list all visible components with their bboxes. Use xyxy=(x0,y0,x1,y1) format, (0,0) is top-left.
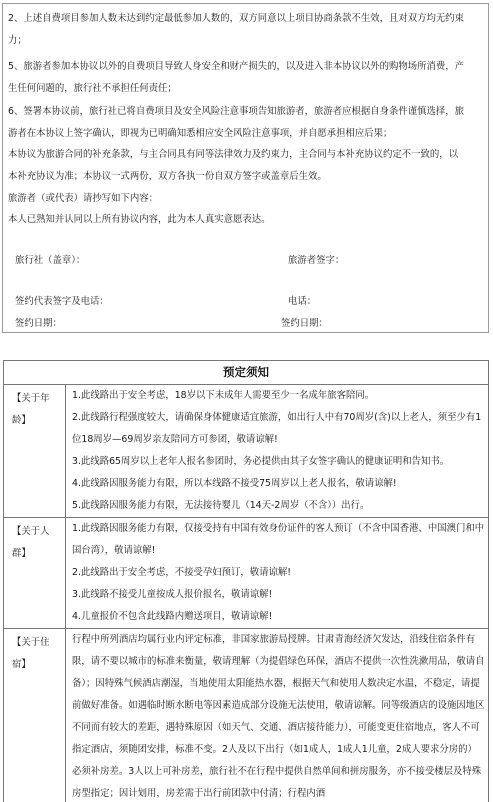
section-category: 【关于住宿】 xyxy=(4,629,66,802)
notice-item: 2.此线路行程强度较大，请确保身体健康适宜旅游，如出行人中有70周岁(含)以上老人，须至少有1位18周岁—69周岁亲友陪同方可参团，敬请谅解! xyxy=(72,412,482,445)
clause-line: 旅游者（或代表）请抄写如下内容： xyxy=(8,193,159,204)
sign-date-left: 签约日期： xyxy=(15,318,62,329)
clause-line: 本补充协议为准；本协议一式两份，双方各执一份自双方签字或盖章后生效。 xyxy=(8,171,327,182)
clause-line: 5、旅游者参加本协议以外的自费项目导致人身安全和财产损失的，以及进入非本协议以外的购物场所消费，产 xyxy=(8,61,464,72)
notice-item: 2.此线路出于安全考虑，不接受孕妇预订，敬请谅解! xyxy=(72,567,291,578)
notice-item: 5.此线路因服务能力有限，无法接待婴儿（14天-2周岁（不含））出行。 xyxy=(72,500,370,511)
agency-seal-label: 旅行社（盖章）： xyxy=(15,255,86,266)
booking-notice-table xyxy=(3,360,489,802)
notice-title: 预定须知 xyxy=(4,361,488,385)
tourist-sign-label: 旅游者签字： xyxy=(288,255,345,266)
notice-item: 3.此线路65周岁以上老年人报名参团时，务必提供由其子女签字确认的健康证明和告知书。 xyxy=(72,456,450,467)
clause-line: 6、签署本协议前，旅行社已将自费项目及安全风险注意事项告知旅游者，旅游者应根据自身条件谨慎选择，旅 xyxy=(8,106,464,117)
clause-line: 本人已熟知并认同以上所有协议内容，此为本人真实意愿表达。 xyxy=(8,214,271,225)
clause-line: 2、上述自费项目参加人数未达到约定最低参加人数的，双方同意以上项目协商条款不生效，且对双方均无约束 xyxy=(8,13,464,24)
sign-date-right: 签约日期： xyxy=(281,318,328,329)
clause-line: 力； xyxy=(8,35,27,46)
section-category: 【关于年龄】 xyxy=(4,385,66,517)
notice-item: 4.此线路因服务能力有限，所以本线路不接受75周岁以上老人报名，敬请谅解! xyxy=(72,478,397,489)
notice-item: 4.儿童报价不包含此线路内赠送项目，敬请谅解! xyxy=(72,611,273,622)
section-group xyxy=(4,518,488,629)
section-category: 【关于人群】 xyxy=(4,518,66,628)
rep-sign-phone-label: 签约代表签字及电话： xyxy=(15,296,109,307)
supplementary-agreement xyxy=(2,3,489,333)
section-age xyxy=(4,385,488,518)
section-lodging xyxy=(4,629,488,802)
notice-item: 行程中所列酒店均属行业内评定标准，非国家旅游局授牌。甘肃青海经济欠发达，沿线住宿条件有限，请不要以城市的标准来衡量，敬请理解（为提倡绿色环保，酒店不提供一次性洗漱用品，敬请自备）；因特殊气候酒店潮湿，当地使用太阳能热水器，根据天气和使用人数决定水温，不稳定，请提前做好准备。如遇临时断水断电等因素造成部分设施无法使用，敬请谅解。同等级酒店的设施因地区不同而有较大的差距，遇特殊原因（如天气、交通、酒店接待能力），可能变更住宿地点，客人不可指定酒店，须随团安排，标准不变。2人及以下出行（如1成人，1成人1儿童，2成人要求分房的）必须补房差。3人以上可补房差，旅行社不在行程中提供自然单间和拼房服务，亦不接受楼层及特殊房型指定；因计划用，房差需于出行前团款中付清；行程内酒 xyxy=(72,634,485,799)
clause-line: 生任何问题的，旅行社不承担任何责任； xyxy=(8,83,177,94)
clause-line: 游者在本协议上签字确认，即视为已明确知悉相应安全风险注意事项，并自愿承担相应后果； xyxy=(8,128,393,139)
phone-label: 电话： xyxy=(288,296,317,307)
notice-item: 1.此线路出于安全考虑，18岁以下未成年人需要至少一名成年旅客陪同。 xyxy=(72,390,375,401)
clause-line: 本协议为旅游合同的补充条款，与主合同具有同等法律效力及约束力，主合同与本补充协议约定不一致的，以 xyxy=(8,149,459,160)
notice-item: 3.此线路不接受儿童按成人报价报名，敬请谅解! xyxy=(72,589,273,600)
notice-item: 1.此线路因服务能力有限，仅接受持有中国有效身份证件的客人预订（不含中国香港、中国澳门和中国台湾），敬请谅解! xyxy=(72,523,485,556)
